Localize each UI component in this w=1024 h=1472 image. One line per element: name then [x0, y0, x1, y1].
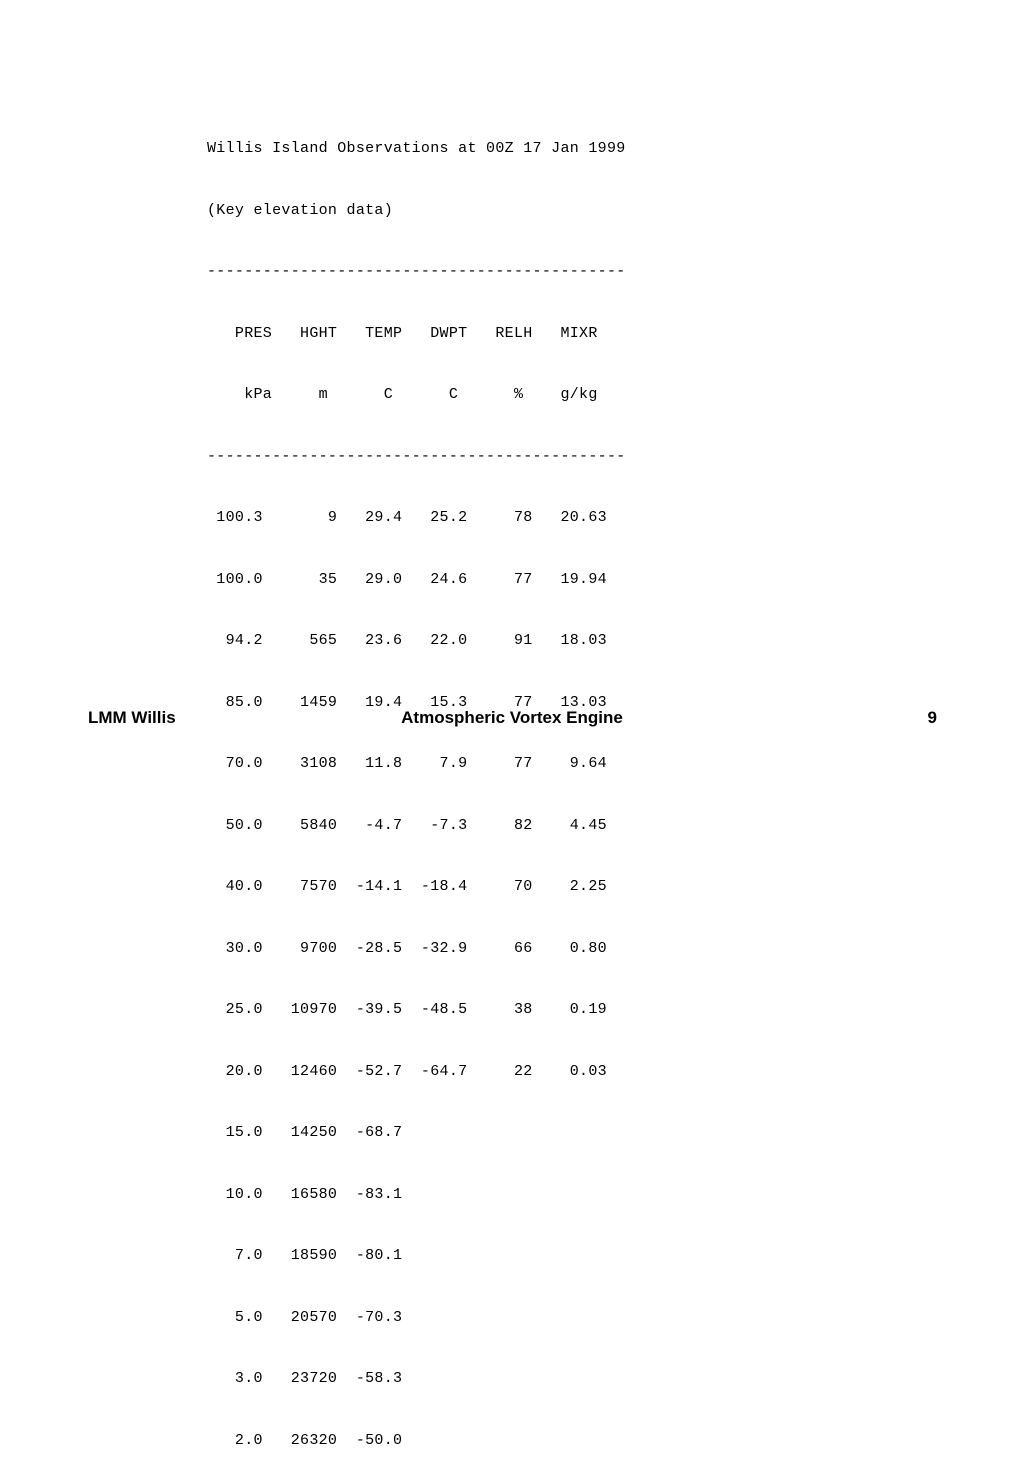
footer-page-number: 9 [927, 708, 937, 727]
report-subtitle: (Key elevation data) [207, 201, 394, 219]
sounding-report [207, 98, 626, 1472]
data-row: 30.0 9700 -28.5 -32.9 66 0.80 [207, 939, 607, 957]
data-row: 70.0 3108 11.8 7.9 77 9.64 [207, 755, 607, 772]
data-row: 100.0 35 29.0 24.6 77 19.94 [207, 570, 607, 588]
data-row: 85.0 1459 19.4 15.3 77 13.03 [207, 693, 607, 711]
data-row: 2.0 26320 -50.0 [207, 1431, 403, 1449]
data-row: 10.0 16580 -83.1 [207, 1185, 403, 1203]
data-row: 94.2 565 23.6 22.0 91 18.03 [207, 632, 607, 649]
data-row: 15.0 14250 -68.7 [207, 1124, 403, 1141]
footer-author: LMM Willis [88, 708, 176, 727]
report-title: Willis Island Observations at 00Z 17 Jan 1999 [207, 140, 626, 157]
column-header-names: PRES HGHT TEMP DWPT RELH MIXR [207, 324, 598, 342]
data-row: 5.0 20570 -70.3 [207, 1308, 403, 1326]
footer-title: Atmospheric Vortex Engine [401, 708, 623, 727]
data-row: 25.0 10970 -39.5 -48.5 38 0.19 [207, 1001, 607, 1018]
data-row: 3.0 23720 -58.3 [207, 1370, 403, 1387]
report-separator-header: --------------------------------------------- [207, 447, 626, 465]
column-header-units: kPa m C C % g/kg [207, 386, 598, 403]
data-row: 100.3 9 29.4 25.2 78 20.63 [207, 509, 607, 526]
data-row: 20.0 12460 -52.7 -64.7 22 0.03 [207, 1062, 607, 1080]
data-row: 7.0 18590 -80.1 [207, 1247, 403, 1264]
report-separator-top: --------------------------------------------- [207, 263, 626, 280]
data-row: 40.0 7570 -14.1 -18.4 70 2.25 [207, 878, 607, 895]
data-row: 50.0 5840 -4.7 -7.3 82 4.45 [207, 816, 607, 834]
